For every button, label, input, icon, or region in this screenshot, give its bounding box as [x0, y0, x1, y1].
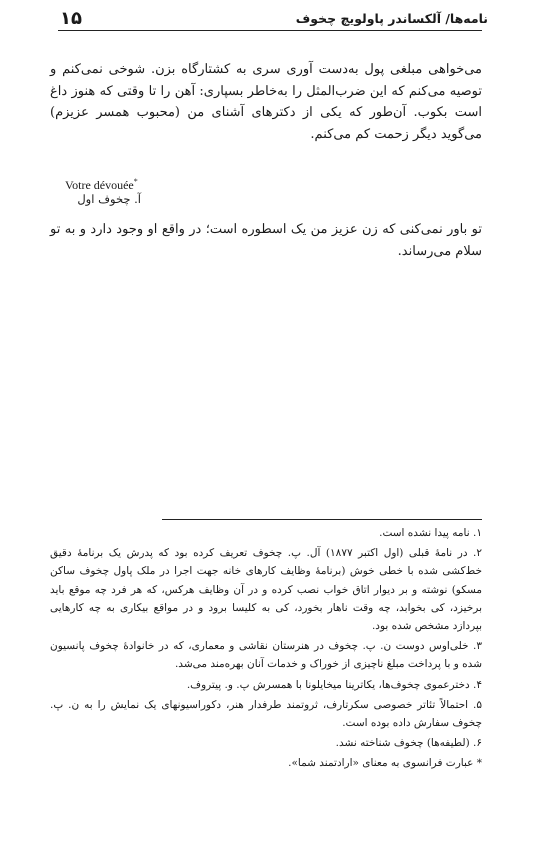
- running-head: نامه‌ها/ آلکساندر پاولویچ چخوف: [295, 11, 488, 26]
- footnote-4: ۴. دخترعموی چخوف‌ها، یکاترینا میخایلونا با همسرش پ. و. پیتروف.: [186, 678, 482, 691]
- closing-footnote-mark: *: [133, 177, 138, 186]
- footnote-3: ۳. خلی‌اوس دوست ن. پ. چخوف در هنرستان نقاشی و معماری، که در خانوادهٔ چخوف پانسیون شده و با پرداخت مبلغ ناچیزی از خوراک و خدمات آنان بهره‌مند می‌شد.: [50, 640, 482, 671]
- footnote-asterisk: * عبارت فرانسوی به معنای «ارادتمند شما».: [288, 757, 482, 770]
- body-paragraph-2: تو باور نمی‌کنی که زن عزیز من یک اسطوره است؛ در واقع او وجود دارد و به تو سلام می‌رساند.: [50, 222, 482, 259]
- closing-text: Votre dévouée: [65, 178, 134, 192]
- footnote-1: ۱. نامه پیدا نشده است.: [379, 527, 482, 539]
- signature: آ. چخوف اول: [77, 192, 141, 206]
- footnote-2: ۲. در نامهٔ قبلی (اول اکتبر ۱۸۷۷) آل. پ. چخوف تعریف کرده بود که پدرش یک برنامهٔ دقیق خط‌کشی شده با خطی خوش (برنامهٔ وظایف کارهای خانه جهت اجرا در ملک پاول چخوف ساکن مسکو) نوشته و بر دیوار اتاق خواب نصب کرده و در آن وظایف هرکس، که هر فرد چه موقع باید برخیزد، کی بخوابد، چه وقت ناهار بخورد، کی به کلیسا برود و در مواقع بیکاری به چه کارهایی بپردازد مشخص شده بود.: [50, 547, 483, 633]
- closing-line: [65, 177, 138, 193]
- page-number: ۱۵: [60, 8, 82, 29]
- body-paragraph-1: می‌خواهی مبلغی پول به‌دست آوری سری به کشتارگاه بزن. شوخی نمی‌کنم و توصیه می‌کنم که این ضرب‌المثل را به‌خاطر بسپاری: آهن را تا وقتی که هنوز داغ است بکوب. آن‌طور که یکی از دکترهای آشنای من (محبوب همسر عزیزم) می‌گوید دیگر زحمت کم می‌کنم.: [50, 62, 482, 142]
- footnote-rule: [162, 519, 482, 520]
- footnote-6: ۶. (لطیفه‌ها) چخوف شناخته نشد.: [335, 737, 482, 750]
- footnotes: [50, 524, 482, 775]
- header-rule: [58, 30, 482, 31]
- footnote-5: ۵. احتمالاً تئاتر خصوصی سکرتارف، ثروتمند طرفدار هنر، دکوراسیونهای یک نمایش را به ن. پ. چخوف سفارش داده بوده است.: [50, 698, 482, 730]
